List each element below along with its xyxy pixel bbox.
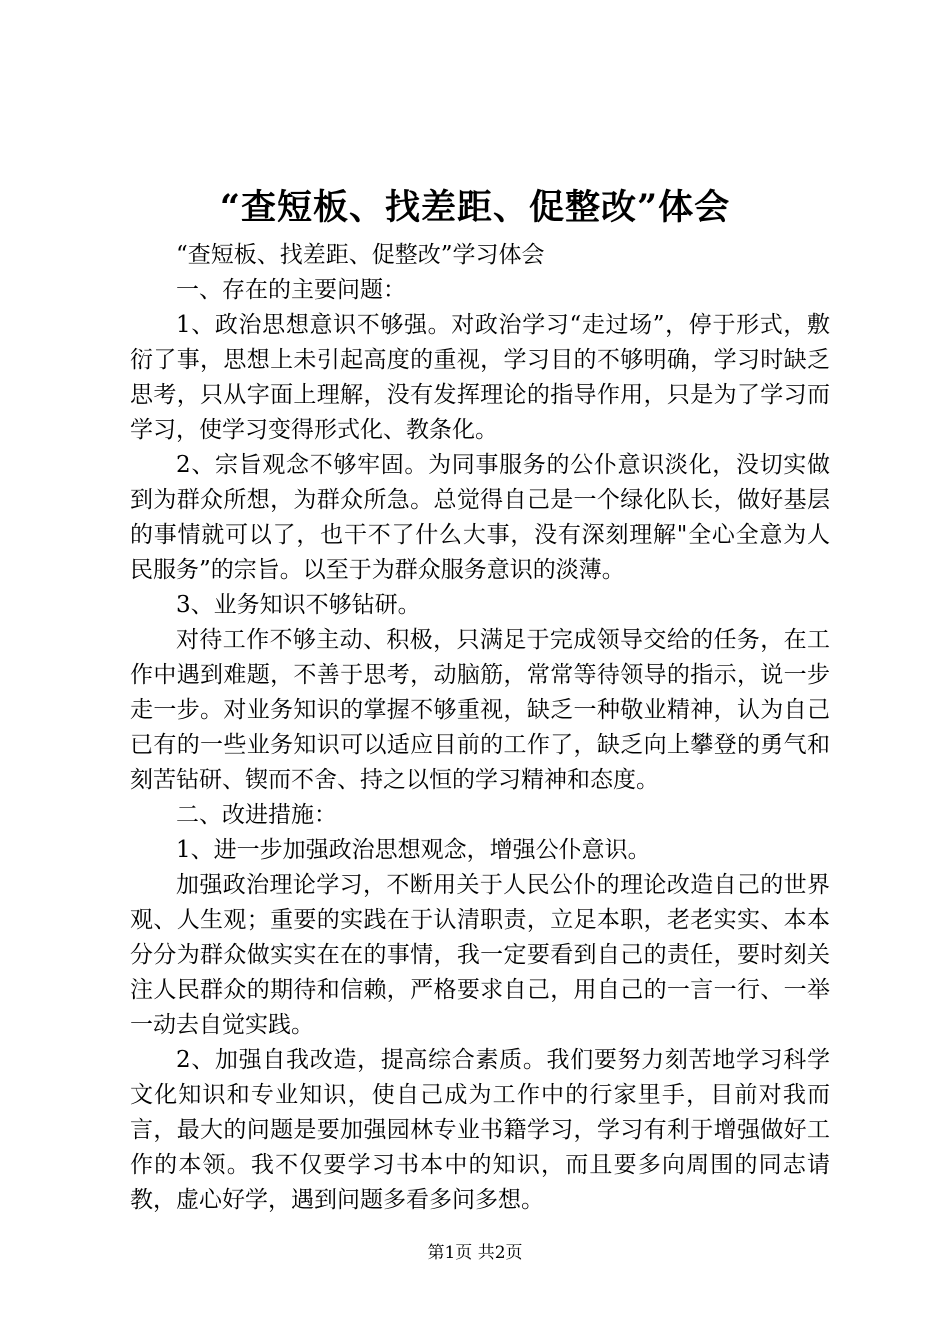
document-body [130,238,830,1218]
paragraph-measure-2: 2、加强自我改造，提高综合素质。我们要努力刻苦地学习科学文化知识和专业知识，使自己成为工作中的行家里手，目前对我而言，最大的问题是要加强园林专业书籍学习，学习有利于增强做好工作的本领。我不仅要学习书本中的知识，而且要多向周围的同志请教，虚心好学，遇到问题多看多问多想。 [130,1047,830,1213]
paragraph-section-heading-measures: 二、改进措施： [176,802,337,828]
paragraph-measure-1-detail: 加强政治理论学习，不断用关于人民公仆的理论改造自己的世界观、人生观；重要的实践在于认清职责，立足本职，老老实实、本本分分为群众做实实在在的事情，我一定要看到自己的责任，要时刻关注人民群众的期待和信赖，严格要求自己，用自己的一言一行、一举一动去自觉实践。 [130,872,830,1038]
paragraph-problem-2: 2、宗旨观念不够牢固。为同事服务的公仆意识淡化，没切实做到为群众所想，为群众所急。总觉得自己是一个绿化队长，做好基层的事情就可以了，也干不了什么大事，没有深刻理解"全心全意为人民服务”的宗旨。以至于为群众服务意识的淡薄。 [130,452,830,583]
paragraph-problem-3-heading: 3、业务知识不够钻研。 [176,592,421,618]
paragraph-problem-1: 1、政治思想意识不够强。对政治学习“走过场”，停于形式，敷衍了事，思想上未引起高度的重视，学习目的不够明确，学习时缺乏思考，只从字面上理解，没有发挥理论的指导作用，只是为了学习而学习，使学习变得形式化、教条化。 [130,312,830,443]
page-footer: 第1页 共2页 [427,1243,523,1263]
paragraph-section-heading-problems: 一、存在的主要问题： [176,277,406,303]
paragraph-measure-1-heading: 1、进一步加强政治思想观念，增强公仆意识。 [176,837,651,863]
document-title: “查短板、找差距、促整改”体会 [219,187,731,228]
paragraph-subtitle: “查短板、找差距、促整改”学习体会 [176,242,545,268]
paragraph-problem-3-detail: 对待工作不够主动、积极，只满足于完成领导交给的任务，在工作中遇到难题，不善于思考，动脑筋，常常等待领导的指示，说一步走一步。对业务知识的掌握不够重视，缺乏一种敬业精神，认为自己已有的一些业务知识可以适应目前的工作了，缺乏向上攀登的勇气和刻苦钻研、锲而不舍、持之以恒的学习精神和态度。 [130,627,830,793]
